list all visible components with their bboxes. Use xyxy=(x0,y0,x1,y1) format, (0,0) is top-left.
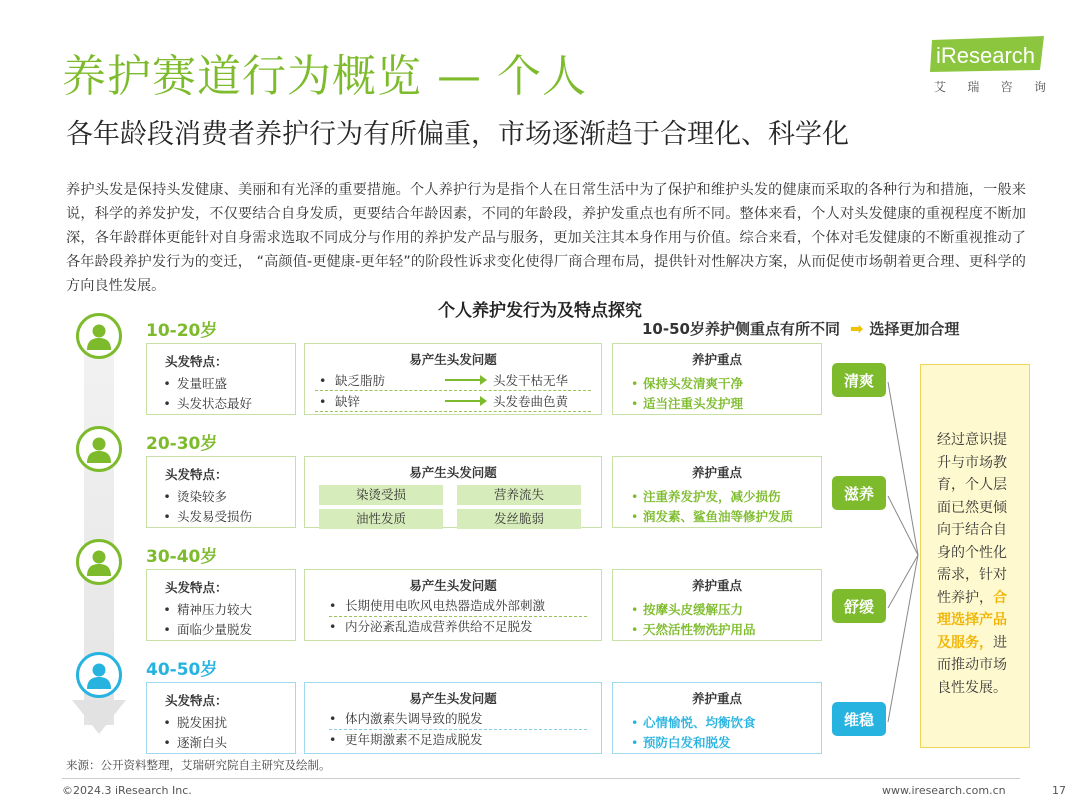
summary-highlight: 合理选择产品及服务， xyxy=(937,589,1007,651)
problem-text: 长期使用电吹风电热器造成外部刺激 xyxy=(345,598,546,613)
problem-effect: 头发干枯无华 xyxy=(493,373,569,388)
features-box xyxy=(146,682,296,754)
logo-mark xyxy=(928,36,1048,74)
bullet-icon: • xyxy=(631,509,639,524)
bullet-icon: • xyxy=(329,619,337,634)
bullet-icon: • xyxy=(163,489,171,504)
focus-box xyxy=(612,456,822,528)
problem-row xyxy=(329,730,599,748)
bracket-connector xyxy=(886,370,922,740)
person-icon xyxy=(84,660,114,690)
arrow-right-icon: ➡ xyxy=(849,319,864,338)
focus-text: 预防白发和脱发 xyxy=(643,735,731,750)
problem-row xyxy=(329,617,599,635)
problems-title: 易产生头发问题 xyxy=(409,465,497,480)
feature-item xyxy=(157,487,227,505)
problem-cause: 缺乏脂肪 xyxy=(335,373,386,388)
problem-cause: 缺锌 xyxy=(335,394,361,409)
summary-box xyxy=(920,364,1030,748)
age-label: 10-20岁 xyxy=(146,321,218,341)
focus-badge: 滋养 xyxy=(832,476,886,510)
copyright: ©2024.3 iResearch Inc. xyxy=(62,784,192,797)
feature-item xyxy=(157,507,252,525)
bullet-icon: • xyxy=(631,376,639,391)
feature-item xyxy=(157,374,227,392)
problems-box xyxy=(304,343,602,415)
problem-tag: 营养流失 xyxy=(457,485,581,505)
feature-item xyxy=(157,713,227,731)
focus-item xyxy=(631,394,743,412)
feature-text: 面临少量脱发 xyxy=(177,622,253,637)
bullet-icon: • xyxy=(329,598,337,613)
feature-item xyxy=(157,620,252,638)
focus-text: 润发素、鲨鱼油等修护发质 xyxy=(643,509,794,524)
bullet-icon: • xyxy=(631,715,639,730)
bullet-icon: • xyxy=(631,735,639,750)
problem-row xyxy=(329,596,599,614)
bullet-icon: • xyxy=(163,622,171,637)
focus-item xyxy=(631,374,743,392)
iresearch-logo xyxy=(928,36,1050,96)
right-header xyxy=(642,318,959,339)
avatar xyxy=(76,539,122,585)
problem-effect: 头发卷曲色黄 xyxy=(493,394,569,409)
bullet-icon: • xyxy=(329,732,337,747)
summary-text-post: 进而推动市场良性发展。 xyxy=(937,634,1007,696)
footer-divider xyxy=(62,778,1020,779)
problems-box xyxy=(304,569,602,641)
feature-text: 逐渐白头 xyxy=(177,735,228,750)
bullet-icon: • xyxy=(163,715,171,730)
bullet-icon: • xyxy=(163,509,171,524)
logo-cn-text xyxy=(934,78,1046,95)
focus-title: 养护重点 xyxy=(691,465,742,480)
person-icon xyxy=(84,321,114,351)
age-label: 20-30岁 xyxy=(146,434,218,454)
bullet-icon: • xyxy=(163,396,171,411)
age-label: 40-50岁 xyxy=(146,660,218,680)
logo-cn-char: 咨 xyxy=(1000,80,1013,94)
dashed-divider xyxy=(329,616,587,617)
problem-tag: 油性发质 xyxy=(319,509,443,529)
problem-text: 更年期激素不足造成脱发 xyxy=(345,732,483,747)
focus-badge: 清爽 xyxy=(832,363,886,397)
feature-text: 脱发困扰 xyxy=(177,715,228,730)
focus-text: 适当注重头发护理 xyxy=(643,396,744,411)
focus-item xyxy=(631,733,731,751)
avatar xyxy=(76,652,122,698)
page-title: 养护赛道行为概览 — 个人 xyxy=(62,51,587,102)
features-title: 头发特点： xyxy=(165,467,228,482)
person-icon xyxy=(84,434,114,464)
feature-item xyxy=(157,600,252,618)
features-title: 头发特点： xyxy=(165,580,228,595)
focus-text: 天然活性物洗护用品 xyxy=(643,622,756,637)
features-box xyxy=(146,569,296,641)
right-header-left: 10-50岁养护侧重点有所不同 xyxy=(642,320,840,338)
feature-text: 发量旺盛 xyxy=(177,376,228,391)
avatar xyxy=(76,426,122,472)
person-icon xyxy=(84,547,114,577)
feature-item xyxy=(157,394,252,412)
focus-text: 保持头发清爽干净 xyxy=(643,376,744,391)
focus-box xyxy=(612,682,822,754)
intro-paragraph: 养护头发是保持头发健康、美丽和有光泽的重要措施。个人养护行为是指个人在日常生活中为了保护和维护头发的健康而采取的各种行为和措施，一般来说，科学的养发护发，不仅要结合自身发质，更要结合年龄因素，不同的年龄段，养护发重点也有所不同。整体来看，个人对头发健康的重视程度不断加深，各年龄群体更能针对自身需求选取不同成分与作用的养护发产品与服务，更加关注其本身作用与价值。综合来看，个体对毛发健康的不断重视推动了各年龄段养护发行为的变迁， “高颜值-更健康-更年轻”的阶段性诉求变化使得厂商合理布局，提供针对性解决方案，从而促使市场朝着更合理、更科学的方向良性发展。 xyxy=(66,182,1026,294)
page-subtitle: 各年龄段消费者养护行为有所偏重，市场逐渐趋于合理化、科学化 xyxy=(66,119,849,150)
problem-tag: 染烫受损 xyxy=(319,485,443,505)
focus-badge: 维稳 xyxy=(832,702,886,736)
bullet-icon: • xyxy=(163,376,171,391)
age-label: 30-40岁 xyxy=(146,547,218,567)
bullet-icon: • xyxy=(163,602,171,617)
bullet-icon: • xyxy=(631,396,639,411)
feature-text: 烫染较多 xyxy=(177,489,228,504)
problem-row xyxy=(329,709,599,727)
bullet-icon: • xyxy=(163,735,171,750)
focus-badge: 舒缓 xyxy=(832,589,886,623)
problem-text: 体内激素失调导致的脱发 xyxy=(345,711,483,726)
focus-item xyxy=(631,507,793,525)
features-box xyxy=(146,343,296,415)
arrow-right-icon xyxy=(445,400,485,402)
features-title: 头发特点： xyxy=(165,354,228,369)
dashed-divider xyxy=(315,411,591,412)
bullet-icon: • xyxy=(329,711,337,726)
logo-cn-char: 艾 xyxy=(934,80,947,94)
feature-text: 精神压力较大 xyxy=(177,602,253,617)
diagram-title: 个人养护发行为及特点探究 xyxy=(438,301,642,321)
focus-item xyxy=(631,487,781,505)
problems-box xyxy=(304,682,602,754)
summary-text-pre: 经过意识提升与市场教育，个人层面已然更倾向于结合自身的个性化需求，针对性养护， xyxy=(937,432,1007,606)
problem-row xyxy=(319,371,589,389)
feature-item xyxy=(157,733,227,751)
focus-box xyxy=(612,569,822,641)
bullet-icon: • xyxy=(631,622,639,637)
problem-row xyxy=(319,392,589,410)
bullet-icon: • xyxy=(319,373,327,388)
features-title: 头发特点： xyxy=(165,693,228,708)
avatar xyxy=(76,313,122,359)
focus-title: 养护重点 xyxy=(691,691,742,706)
focus-title: 养护重点 xyxy=(691,352,742,367)
bullet-icon: • xyxy=(319,394,327,409)
timeline-arrow-icon xyxy=(72,700,126,734)
problems-box xyxy=(304,456,602,528)
problems-title: 易产生头发问题 xyxy=(409,352,497,367)
focus-box xyxy=(612,343,822,415)
logo-brand-text: iResearch xyxy=(936,43,1036,68)
focus-item xyxy=(631,620,756,638)
features-box xyxy=(146,456,296,528)
logo-cn-char: 询 xyxy=(1033,80,1046,94)
focus-title: 养护重点 xyxy=(691,578,742,593)
focus-text: 注重养发护发，减少损伤 xyxy=(643,489,781,504)
bullet-icon: • xyxy=(631,489,639,504)
problems-title: 易产生头发问题 xyxy=(409,578,497,593)
problem-text: 内分泌紊乱造成营养供给不足脱发 xyxy=(345,619,533,634)
arrow-right-icon xyxy=(445,379,485,381)
focus-text: 按摩头皮缓解压力 xyxy=(643,602,744,617)
page-number: 17 xyxy=(1052,784,1066,797)
bullet-icon: • xyxy=(631,602,639,617)
feature-text: 头发易受损伤 xyxy=(177,509,253,524)
dashed-divider xyxy=(315,390,591,391)
focus-item xyxy=(631,713,756,731)
source-note: 来源：公开资料整理，艾瑞研究院自主研究及绘制。 xyxy=(66,758,331,772)
right-header-right: 选择更加合理 xyxy=(869,320,960,338)
logo-cn-char: 瑞 xyxy=(967,80,980,94)
focus-item xyxy=(631,600,743,618)
focus-text: 心情愉悦、均衡饮食 xyxy=(643,715,756,730)
problems-title: 易产生头发问题 xyxy=(409,691,497,706)
website-link[interactable]: www.iresearch.com.cn xyxy=(882,784,1006,797)
feature-text: 头发状态最好 xyxy=(177,396,253,411)
dashed-divider xyxy=(329,729,587,730)
problem-tag: 发丝脆弱 xyxy=(457,509,581,529)
